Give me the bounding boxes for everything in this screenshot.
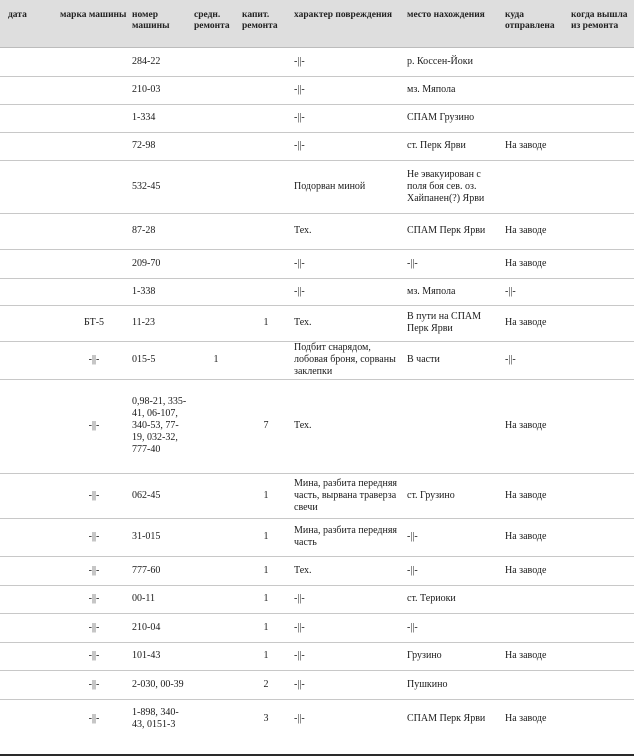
cell-released xyxy=(569,699,634,738)
cell-released xyxy=(569,642,634,670)
cell-number: 11-23 xyxy=(130,305,192,341)
cell-location: мз. Мяпола xyxy=(405,76,503,104)
cell-number: 209-70 xyxy=(130,249,192,278)
cell-location: -||- xyxy=(405,249,503,278)
table-row xyxy=(0,670,634,699)
table-row xyxy=(0,585,634,613)
cell-model xyxy=(58,132,130,160)
table-row xyxy=(0,305,634,341)
cell-number: 0,98-21, 335-41, 06-107, 340-53, 77-19, 032-32, 777-40 xyxy=(130,379,192,473)
cell-damage: -||- xyxy=(292,613,405,642)
cell-medium xyxy=(192,585,240,613)
cell-date xyxy=(0,379,58,473)
col-header-sent-to: куда отправлена xyxy=(503,0,569,47)
cell-released xyxy=(569,556,634,585)
cell-location: ст. Перк Ярви xyxy=(405,132,503,160)
cell-number: 210-04 xyxy=(130,613,192,642)
cell-number: 72-98 xyxy=(130,132,192,160)
cell-model: БТ-5 xyxy=(58,305,130,341)
table-row xyxy=(0,518,634,556)
table-row xyxy=(0,132,634,160)
table-row xyxy=(0,699,634,738)
cell-number: 284-22 xyxy=(130,47,192,76)
cell-medium xyxy=(192,379,240,473)
cell-damage: -||- xyxy=(294,712,305,724)
cell-location: р. Коссен-Йоки xyxy=(405,47,503,76)
col-header-released: когда вышла из ремонта xyxy=(569,0,634,47)
table-row xyxy=(0,213,634,249)
cell-location: ст. Грузино xyxy=(405,473,503,518)
cell-sent xyxy=(503,76,569,104)
cell-medium xyxy=(192,132,240,160)
cell-sent: На заводе xyxy=(503,132,569,160)
cell-released xyxy=(569,249,634,278)
table-row xyxy=(0,613,634,642)
cell-model: -||- xyxy=(58,585,130,613)
cell-model: -||- xyxy=(58,341,130,379)
cell-location xyxy=(405,379,503,473)
cell-sent xyxy=(503,47,569,76)
cell-released xyxy=(569,518,634,556)
cell-released xyxy=(569,213,634,249)
cell-capital: 1 xyxy=(240,518,292,556)
cell-capital xyxy=(240,132,292,160)
cell-damage: -||- xyxy=(292,249,405,278)
cell-capital xyxy=(240,160,292,213)
header-row xyxy=(0,0,634,47)
table-row xyxy=(0,642,634,670)
cell-released xyxy=(569,473,634,518)
table-row xyxy=(0,278,634,305)
cell-medium xyxy=(192,213,240,249)
table-row xyxy=(0,76,634,104)
cell-model xyxy=(58,213,130,249)
cell-released xyxy=(569,160,634,213)
cell-capital: 1 xyxy=(240,556,292,585)
cell-model xyxy=(58,104,130,132)
cell-sent xyxy=(503,670,569,699)
cell-sent: На заводе xyxy=(503,379,569,473)
cell-location: Не эвакуирован с поля боя сев. оз. Хайпанен(?) Ярви xyxy=(405,160,503,213)
cell-released xyxy=(569,47,634,76)
cell-number: 015-5 xyxy=(130,341,192,379)
cell-medium xyxy=(192,278,240,305)
cell-capital: 1 xyxy=(240,642,292,670)
cell-capital xyxy=(240,47,292,76)
cell-sent: На заводе xyxy=(503,213,569,249)
col-header-date: дата xyxy=(0,0,58,47)
cell-released xyxy=(569,104,634,132)
cell-model: -||- xyxy=(58,556,130,585)
cell-location: СПАМ Грузино xyxy=(405,104,503,132)
cell-location: мз. Мяпола xyxy=(405,278,503,305)
cell-number: 87-28 xyxy=(130,213,192,249)
cell-capital: 3 xyxy=(263,712,269,724)
cell-date xyxy=(0,132,58,160)
col-header-medium-repair: средн. ремонта xyxy=(192,0,240,47)
cell-released xyxy=(569,305,634,341)
cell-sent xyxy=(503,613,569,642)
cell-released xyxy=(569,76,634,104)
cell-date xyxy=(0,47,58,76)
cell-number: 2-030, 00-39 xyxy=(130,670,192,699)
cell-date xyxy=(0,76,58,104)
cell-date xyxy=(0,642,58,670)
table-row xyxy=(0,473,634,518)
cell-medium xyxy=(192,518,240,556)
cell-damage: -||- xyxy=(292,47,405,76)
cell-medium xyxy=(192,305,240,341)
cell-date xyxy=(0,213,58,249)
cell-capital: 1 xyxy=(240,613,292,642)
cell-date xyxy=(0,278,58,305)
cell-location: Грузино xyxy=(405,642,503,670)
cell-medium xyxy=(192,699,240,738)
cell-damage: Подорван миной xyxy=(292,160,405,213)
cell-sent xyxy=(503,160,569,213)
cell-capital: 1 xyxy=(240,305,292,341)
cell-released xyxy=(569,613,634,642)
cell-model: -||- xyxy=(58,613,130,642)
table-row xyxy=(0,47,634,76)
cell-sent: На заводе xyxy=(503,473,569,518)
cell-released xyxy=(569,585,634,613)
cell-released xyxy=(569,341,634,379)
cell-model xyxy=(58,249,130,278)
cell-location: СПАМ Перк Ярви xyxy=(405,213,503,249)
cell-model: -||- xyxy=(58,379,130,473)
cell-medium xyxy=(192,473,240,518)
table-row xyxy=(0,104,634,132)
cell-damage: Тех. xyxy=(292,305,405,341)
cell-released xyxy=(569,278,634,305)
cell-medium xyxy=(192,556,240,585)
col-header-location: место нахождения xyxy=(405,0,503,47)
cell-damage: Тех. xyxy=(292,379,405,473)
cell-sent xyxy=(503,585,569,613)
cell-capital: 1 xyxy=(240,585,292,613)
cell-damage: -||- xyxy=(292,670,405,699)
table-row xyxy=(0,249,634,278)
cell-location: В пути на СПАМ Перк Ярви xyxy=(405,305,503,341)
cell-capital: 1 xyxy=(240,473,292,518)
cell-damage: Мина, разбита передняя часть xyxy=(292,518,405,556)
cell-medium xyxy=(192,249,240,278)
cell-sent: На заводе xyxy=(503,249,569,278)
cell-sent: На заводе xyxy=(505,712,547,724)
cell-date xyxy=(0,341,58,379)
cell-date xyxy=(0,518,58,556)
cell-capital xyxy=(240,213,292,249)
cell-location: Пушкино xyxy=(405,670,503,699)
cell-damage: -||- xyxy=(292,585,405,613)
cell-capital xyxy=(240,278,292,305)
cell-capital: 2 xyxy=(240,670,292,699)
cell-medium xyxy=(192,47,240,76)
cell-number: 777-60 xyxy=(130,556,192,585)
cell-date xyxy=(0,585,58,613)
cell-number: 532-45 xyxy=(130,160,192,213)
cell-capital xyxy=(240,341,292,379)
cell-sent: На заводе xyxy=(503,642,569,670)
cell-date xyxy=(0,249,58,278)
cell-number: 1-338 xyxy=(130,278,192,305)
cell-released xyxy=(569,132,634,160)
cell-number: 31-015 xyxy=(130,518,192,556)
cell-medium xyxy=(192,670,240,699)
cell-model: -||- xyxy=(58,670,130,699)
cell-damage: Тех. xyxy=(292,213,405,249)
cell-model: -||- xyxy=(88,712,100,724)
col-header-damage: характер повреждения xyxy=(292,0,405,47)
cell-number: 210-03 xyxy=(130,76,192,104)
col-header-model: марка машины xyxy=(58,0,130,47)
cell-model xyxy=(58,47,130,76)
cell-damage: -||- xyxy=(292,76,405,104)
table-row xyxy=(0,379,634,473)
table-row xyxy=(0,341,634,379)
cell-date xyxy=(0,160,58,213)
cell-date xyxy=(0,556,58,585)
cell-location: ст. Териоки xyxy=(405,585,503,613)
cell-number: 1-898, 340-43, 0151-3 xyxy=(132,706,179,730)
cell-number: 00-11 xyxy=(130,585,192,613)
cell-date xyxy=(0,670,58,699)
cell-capital xyxy=(240,249,292,278)
cell-model xyxy=(58,76,130,104)
cell-sent xyxy=(503,104,569,132)
cell-location: -||- xyxy=(405,518,503,556)
cell-number: 1-334 xyxy=(130,104,192,132)
cell-released xyxy=(569,379,634,473)
cell-model: -||- xyxy=(58,473,130,518)
cell-medium xyxy=(192,76,240,104)
cell-capital: 7 xyxy=(240,379,292,473)
cell-location: -||- xyxy=(405,556,503,585)
col-header-capital-repair: капит. ремонта xyxy=(240,0,292,47)
cell-damage: -||- xyxy=(292,104,405,132)
cell-sent: На заводе xyxy=(503,556,569,585)
cell-sent: -||- xyxy=(503,341,569,379)
cell-model xyxy=(58,278,130,305)
cell-medium: 1 xyxy=(192,341,240,379)
cell-location: СПАМ Перк Ярви xyxy=(407,712,486,724)
cell-location: В части xyxy=(405,341,503,379)
cell-number: 101-43 xyxy=(130,642,192,670)
cell-sent: На заводе xyxy=(503,305,569,341)
cell-medium xyxy=(192,642,240,670)
cell-date xyxy=(0,699,58,738)
cell-damage: -||- xyxy=(292,642,405,670)
cell-damage: -||- xyxy=(292,132,405,160)
cell-date xyxy=(0,104,58,132)
cell-model: -||- xyxy=(58,518,130,556)
cell-released xyxy=(569,670,634,699)
cell-sent: На заводе xyxy=(503,518,569,556)
cell-medium xyxy=(192,613,240,642)
cell-date xyxy=(0,305,58,341)
cell-capital xyxy=(240,104,292,132)
cell-model: -||- xyxy=(58,642,130,670)
cell-sent: -||- xyxy=(503,278,569,305)
cell-model xyxy=(58,160,130,213)
cell-capital xyxy=(240,76,292,104)
cell-damage: Тех. xyxy=(292,556,405,585)
cell-medium xyxy=(192,104,240,132)
table-body xyxy=(0,47,634,738)
cell-damage: -||- xyxy=(292,278,405,305)
table-row xyxy=(0,556,634,585)
table-row xyxy=(0,160,634,213)
col-header-number: номер машины xyxy=(130,0,192,47)
cell-damage: Подбит снарядом, лобовая броня, сорваны заклепки xyxy=(292,341,405,379)
cell-date xyxy=(0,473,58,518)
cell-date xyxy=(0,613,58,642)
cell-location: -||- xyxy=(405,613,503,642)
cell-damage: Мина, разбита передняя часть, вырвана траверза свечи xyxy=(292,473,405,518)
cell-medium xyxy=(192,160,240,213)
cell-number: 062-45 xyxy=(130,473,192,518)
